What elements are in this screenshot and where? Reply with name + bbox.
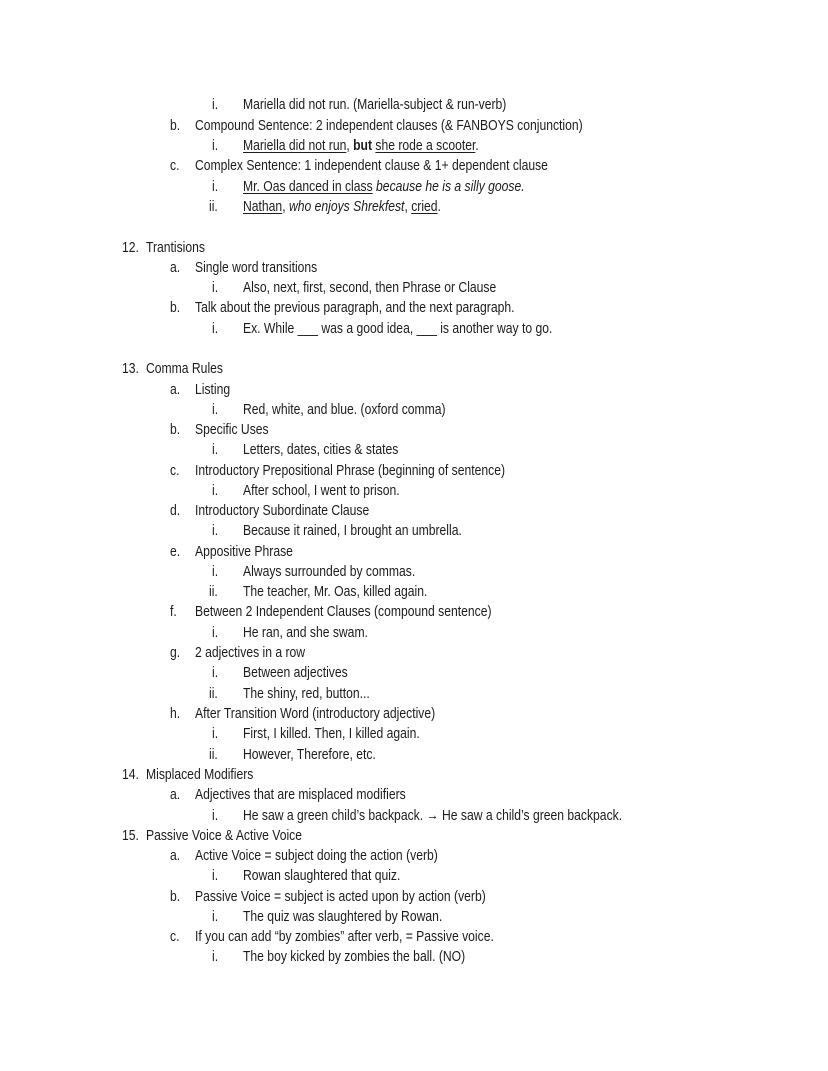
list-marker-label: b. [170,421,181,438]
list-marker [212,866,220,886]
list-item-text [243,663,348,683]
text-segment: Talk about the previous paragraph, and the next paragraph. [195,299,515,316]
list-marker-label: i. [212,867,219,884]
text-segment: After school, I went to prison. [243,482,400,499]
list-marker-label: b. [170,117,181,134]
list-marker [170,846,183,866]
bold-text: but [353,137,372,154]
list-item-text [195,156,548,176]
underlined-text: Mariella did not run [243,137,347,154]
list-item-text [243,947,465,967]
list-marker [212,562,220,582]
list-marker-label: i. [212,664,219,681]
list-marker-label: b. [170,299,181,316]
list-item-text [195,785,406,805]
list-marker [170,927,182,947]
list-marker [170,461,182,481]
list-item-text [146,238,205,258]
list-item-text [243,623,368,643]
text-segment: He saw a green child’s backpack. → He saw a child’s green backpack. [243,807,623,824]
list-marker-label: h. [170,705,181,722]
list-marker-label: i. [212,279,219,296]
list-marker [170,298,183,318]
list-item-text [243,400,446,420]
list-item-text [195,420,269,440]
list-marker [212,724,220,744]
underlined-text: she rode a scooter [375,137,476,154]
list-marker-label: e. [170,543,181,560]
text-segment: Red, white, and blue. (oxford comma) [243,401,446,418]
list-marker-label: d. [170,502,181,519]
list-marker [212,136,220,156]
list-item-text [243,684,370,704]
list-marker-label: i. [212,563,219,580]
text-segment: The quiz was slaughtered by Rowan. [243,908,443,925]
list-marker-label: i. [212,137,219,154]
list-marker-label: i. [212,401,219,418]
list-marker [212,95,220,115]
text-segment: The shiny, red, button... [243,685,370,702]
list-item-text [195,602,492,622]
text-segment: After Transition Word (introductory adjective) [195,705,436,722]
list-item-text [195,887,486,907]
list-marker [122,359,143,379]
list-marker [170,887,183,907]
list-marker [170,704,183,724]
text-segment: Trantisions [146,239,205,256]
list-marker [212,177,220,197]
list-item-text [243,866,400,886]
list-marker-label: i. [212,807,219,824]
text-segment: First, I killed. Then, I killed again. [243,725,420,742]
list-marker-label: a. [170,786,181,803]
list-marker-label: i. [212,624,219,641]
list-marker-label: i. [212,948,219,965]
italic-text: because he is a silly goose. [376,178,525,195]
list-item-text [195,258,317,278]
list-marker-label: g. [170,644,181,661]
list-marker [170,156,182,176]
list-marker [170,501,183,521]
text-segment: Mariella did not run. (Mariella-subject & run-verb) [243,96,507,113]
text-segment: Active Voice = subject doing the action (verb) [195,847,438,864]
list-marker [212,947,220,967]
list-marker [212,440,220,460]
list-marker-label: c. [170,928,180,945]
list-item-text [243,319,552,339]
list-item-text [195,927,494,947]
list-item-text [243,562,415,582]
text-segment: Also, next, first, second, then Phrase or Clause [243,279,497,296]
list-item-text [195,542,293,562]
text-segment: Between adjectives [243,664,348,681]
list-marker [170,643,183,663]
list-item-text [243,582,427,602]
text-segment: Letters, dates, cities & states [243,441,399,458]
list-marker [170,785,183,805]
text-segment: Misplaced Modifiers [146,766,254,783]
list-marker-label: c. [170,462,180,479]
list-marker [170,602,178,622]
list-marker [209,745,220,765]
text-segment: Introductory Subordinate Clause [195,502,370,519]
list-item-text [146,359,223,379]
list-item-text [243,278,496,298]
list-marker-label: ii. [209,583,218,600]
list-marker-label: i. [212,320,219,337]
text-segment: Passive Voice & Active Voice [146,827,303,844]
text-segment: Ex. While ___ was a good idea, ___ is another way to go. [243,320,553,337]
text-segment: Between 2 Independent Clauses (compound sentence) [195,603,492,620]
list-marker-label: 12. [122,239,139,256]
list-marker-label: ii. [209,746,218,763]
list-item-text [243,806,622,826]
text-segment: Rowan slaughtered that quiz. [243,867,401,884]
list-marker-label: i. [212,725,219,742]
list-marker [212,400,220,420]
list-item-text [195,501,369,521]
list-marker-label: a. [170,381,181,398]
text-segment: Complex Sentence: 1 independent clause & 1+ dependent clause [195,157,548,174]
list-marker [170,542,183,562]
list-marker-label: i. [212,908,219,925]
list-marker [170,116,183,136]
list-item-text [243,745,376,765]
text-segment: The boy kicked by zombies the ball. (NO) [243,948,466,965]
underlined-text: Nathan [243,198,283,215]
list-item-text [195,846,438,866]
list-marker [212,623,220,643]
list-marker [212,481,220,501]
list-marker [212,663,220,683]
text-segment: He ran, and she swam. [243,624,368,641]
text-segment: . [475,137,479,154]
text-segment: The teacher, Mr. Oas, killed again. [243,583,428,600]
text-segment: Listing [195,381,231,398]
list-item-text [243,907,442,927]
list-marker-label: c. [170,157,180,174]
underlined-text: cried [411,198,438,215]
list-marker [212,319,220,339]
list-marker [170,258,183,278]
list-item-text [243,521,462,541]
list-item-text [146,826,302,846]
text-segment: . [437,198,441,215]
text-segment: If you can add “by zombies” after verb, = Passive voice. [195,928,494,945]
list-marker-label: i. [212,96,219,113]
list-marker [212,907,220,927]
list-item-text [195,116,583,136]
text-segment: Because it rained, I brought an umbrella. [243,522,462,539]
list-item-text [195,380,230,400]
list-marker [212,806,220,826]
text-segment: , [346,137,354,154]
list-marker-label: i. [212,178,219,195]
underlined-text: Mr. Oas danced in class [243,178,373,195]
list-item-text [243,440,398,460]
list-marker-label: i. [212,441,219,458]
list-item-text [243,724,420,744]
list-item-text [243,197,441,217]
list-marker [212,278,220,298]
list-item-text [243,95,506,115]
list-marker [209,684,220,704]
list-marker-label: ii. [209,685,218,702]
text-segment: Adjectives that are misplaced modifiers [195,786,406,803]
text-segment: Passive Voice = subject is acted upon by action (verb) [195,888,486,905]
text-segment: Always surrounded by commas. [243,563,416,580]
text-segment: However, Therefore, etc. [243,746,376,763]
text-segment: , [282,198,289,215]
text-segment: Specific Uses [195,421,269,438]
list-marker-label: 13. [122,360,139,377]
list-item-text [243,177,525,197]
italic-text: who enjoys Shrekfest [288,198,405,215]
list-item-text [195,461,505,481]
list-marker-label: i. [212,482,219,499]
list-marker-label: 15. [122,827,139,844]
list-marker-label: 14. [122,766,139,783]
list-item-text [195,298,515,318]
list-item-text [195,643,305,663]
list-marker [170,420,183,440]
list-marker [122,238,143,258]
list-marker [212,521,220,541]
text-segment: Comma Rules [146,360,223,377]
text-segment: Compound Sentence: 2 independent clauses (& FANBOYS conjunction) [195,117,583,134]
list-marker-label: ii. [209,198,218,215]
list-marker-label: a. [170,847,181,864]
text-segment: Single word transitions [195,259,318,276]
list-item-text [243,136,479,156]
list-marker [122,765,143,785]
list-marker-label: i. [212,522,219,539]
text-segment: Introductory Prepositional Phrase (beginning of sentence) [195,462,506,479]
text-segment: , [404,198,412,215]
list-marker [170,380,183,400]
list-marker-label: b. [170,888,181,905]
list-marker [209,197,220,217]
text-segment: Appositive Phrase [195,543,293,560]
list-marker [209,582,220,602]
list-item-text [243,481,400,501]
list-marker [122,826,143,846]
list-marker-label: f. [170,603,177,620]
list-marker-label: a. [170,259,181,276]
list-item-text [146,765,253,785]
text-segment: 2 adjectives in a row [195,644,306,661]
list-item-text [195,704,435,724]
